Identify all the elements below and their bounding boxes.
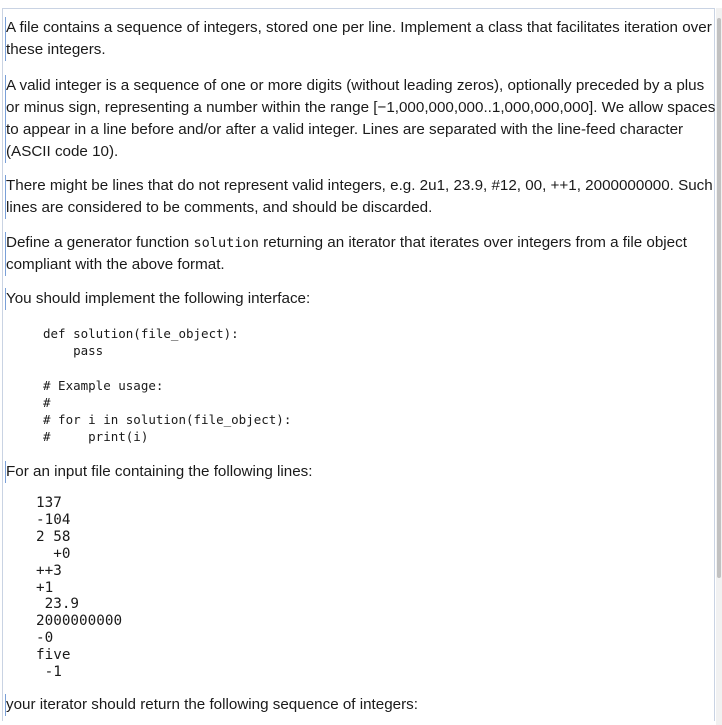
code-block: def solution(file_object): pass # Example usage: # # for i in solution(file_object): # print(i): [43, 326, 292, 445]
valid-integer-paragraph: A valid integer is a sequence of one or more digits (without leading zeros), optionally preceded by a plus or minus sign, representing a number within the range [−1,000,000,000..1,000,000,000]. We allow spaces to appear in a line before and/or after a valid integer. Lines are separated with the line-feed character (ASCII code 10).: [5, 75, 718, 163]
comments-paragraph: There might be lines that do not represent valid integers, e.g. 2u1, 23.9, #12, 00, ++1, 2000000000. Such lines are considered to be comments, and should be discarded.: [5, 175, 718, 219]
interface-paragraph: You should implement the following interface:: [5, 288, 718, 310]
generator-text-post: returning an iterator that iterates over integers from a file object compliant with the above format.: [6, 234, 687, 273]
generator-paragraph: [5, 232, 718, 276]
inline-code-solution: solution: [193, 235, 259, 251]
input-file-paragraph: For an input file containing the following lines:: [5, 461, 718, 483]
intro-paragraph: A file contains a sequence of integers, stored one per line. Implement a class that facilitates iteration over these integers.: [5, 17, 718, 61]
input-lines-block: 137 -104 2 58 +0 ++3 +1 23.9 2000000000 -0 five -1: [36, 495, 123, 681]
generator-text-pre: Define a generator function: [6, 234, 194, 251]
output-paragraph: your iterator should return the following sequence of integers:: [5, 694, 718, 716]
